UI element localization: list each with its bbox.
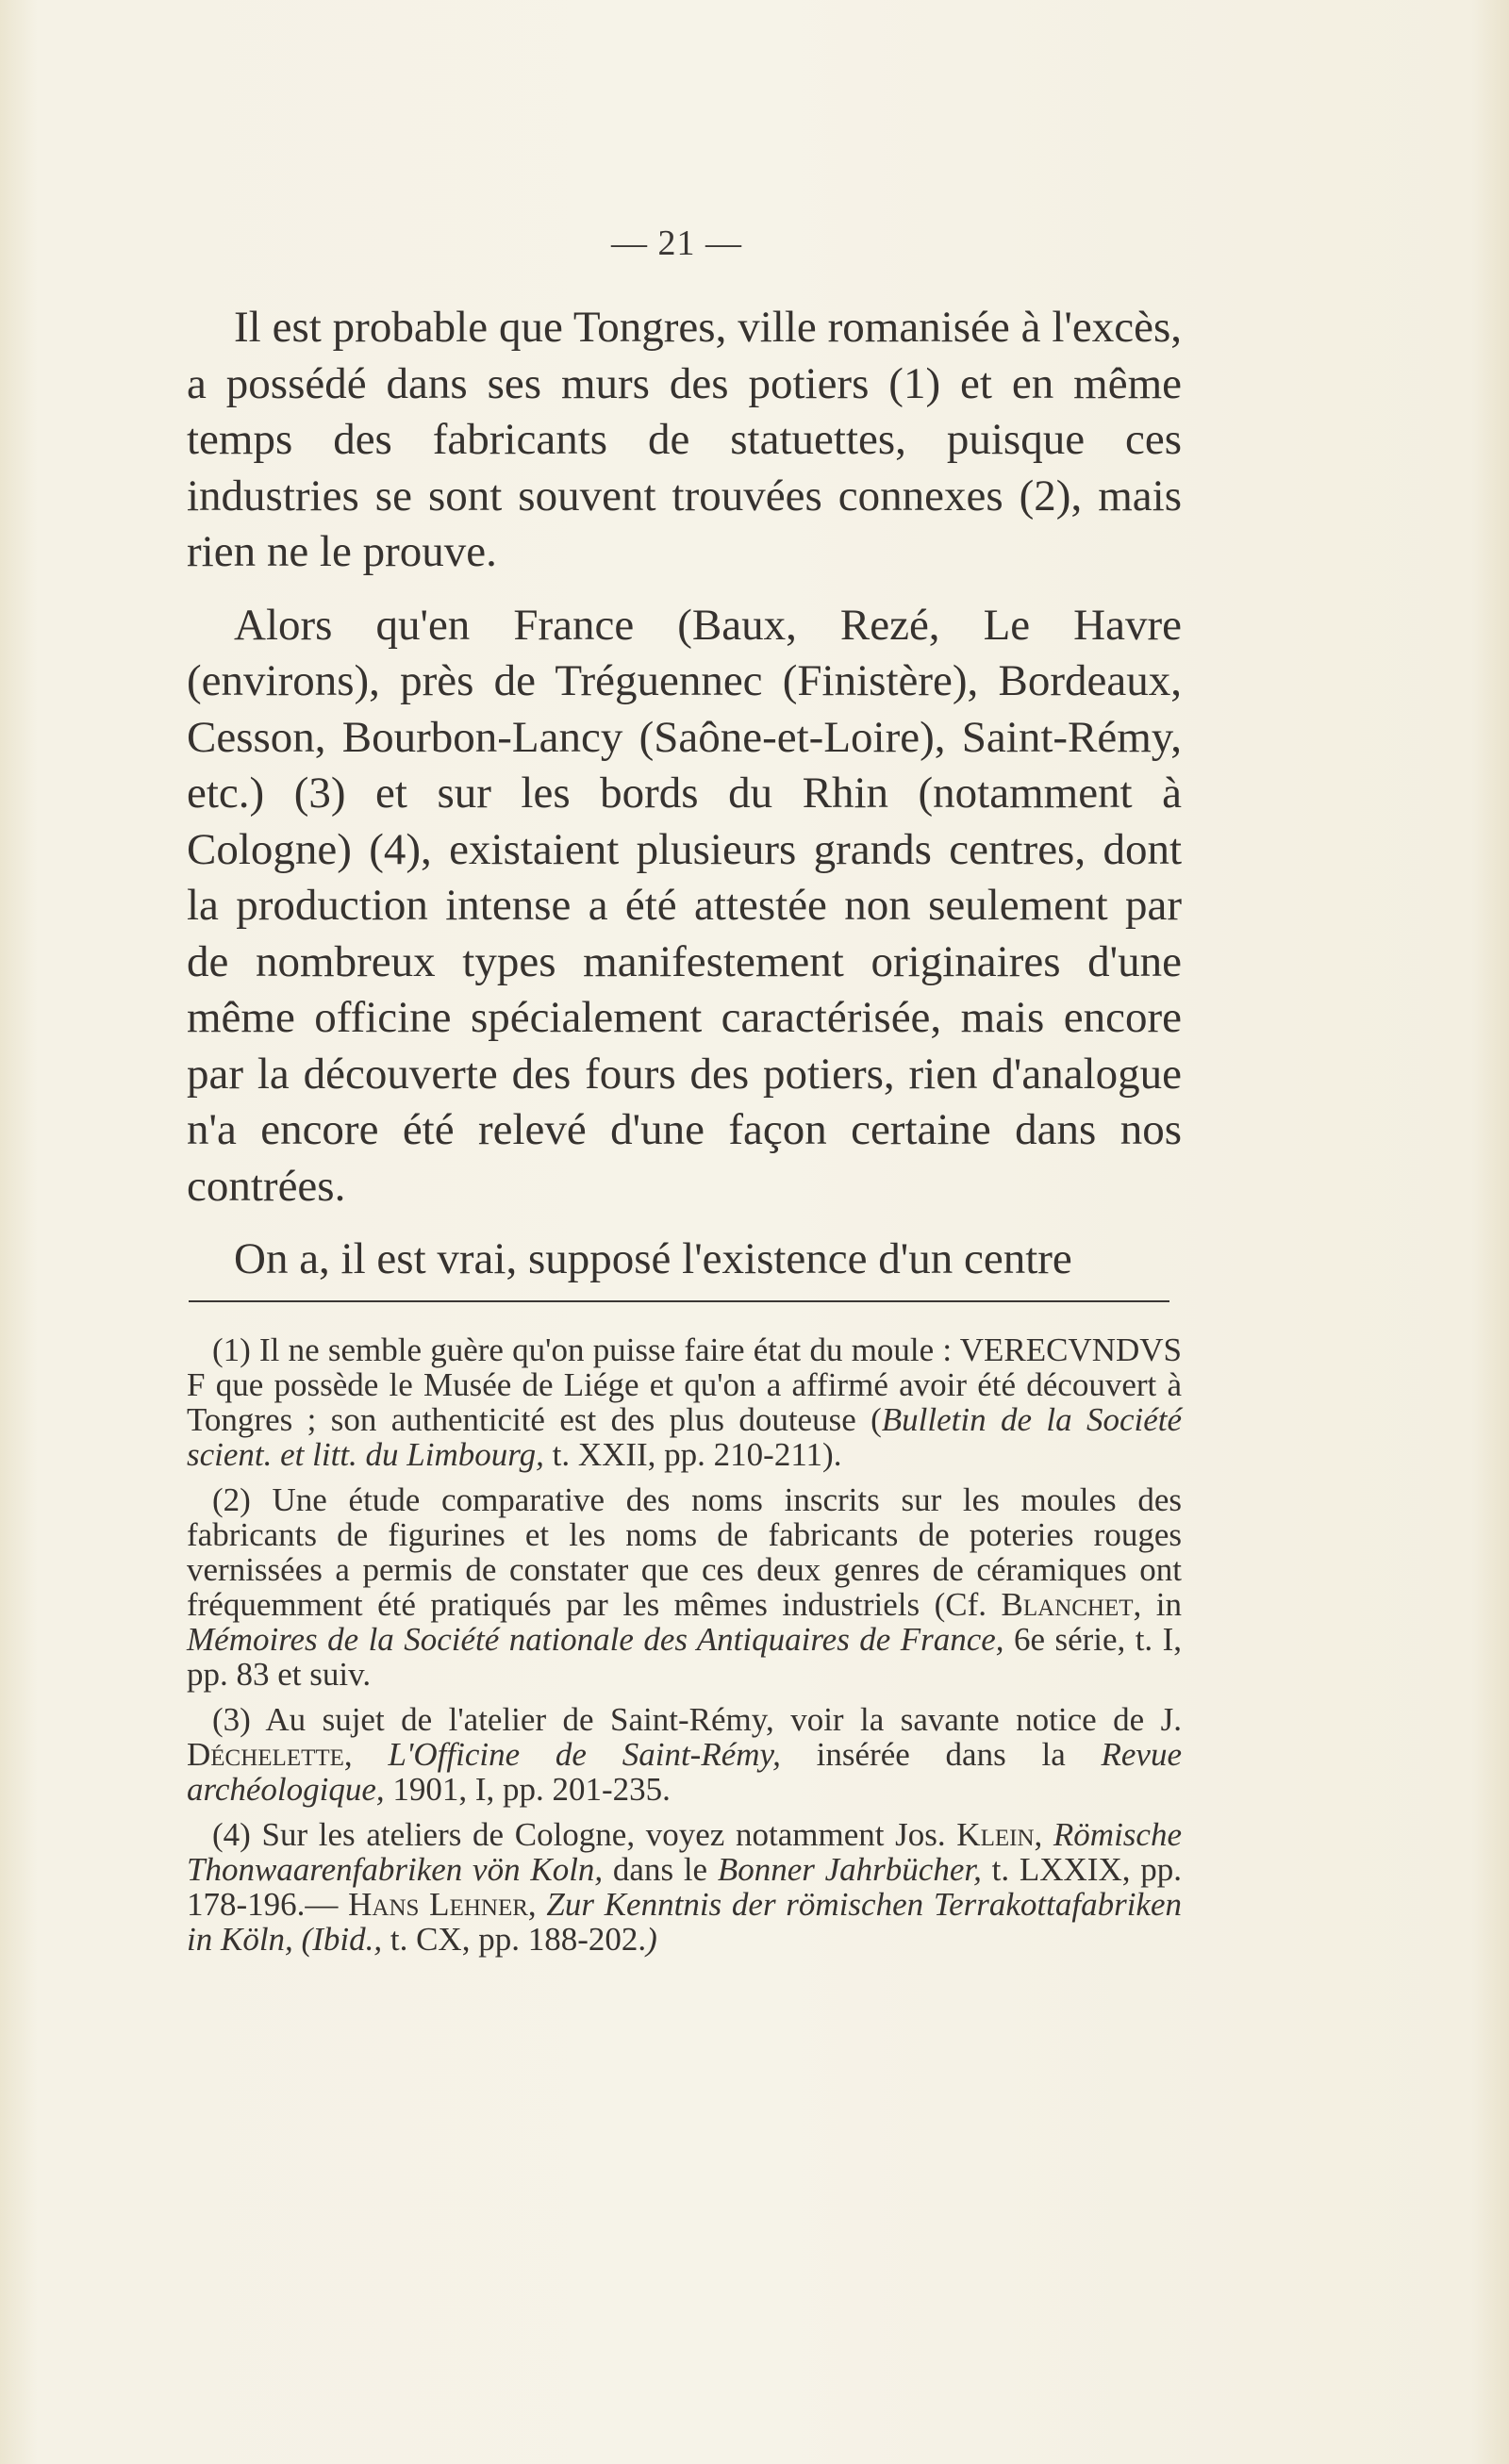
footnote-2-journal: Mémoires de la Société nationale des Antiquaires de France,: [187, 1621, 1004, 1658]
paragraph-2: Alors qu'en France (Baux, Rezé, Le Havre (environs), près de Tréguennec (Finistère), Bordeaux, Cesson, Bourbon-Lancy (Saône-et-Loire), Saint-Rémy, etc.) (3) et sur les bords du Rhin (notamment à Cologne) (4), existaient plusieurs grands centres, dont la production intense a été attestée non seulement par de nombreux types manifestement originaires d'une même officine spécialement caractérisée, mais encore par la découverte des fours des potiers, rien d'analogue n'a encore été relevé d'une façon certaine dans nos contrées.: [187, 600, 1182, 1211]
footnote-1: [187, 1332, 1182, 1472]
footnote-4-text: (4) Sur les ateliers de Cologne, voyez notamment Jos.: [212, 1816, 957, 1853]
page-number: — 21 —: [611, 223, 742, 263]
footnote-4-paren-open: (: [292, 1921, 313, 1958]
footnote-2-in: in: [1141, 1586, 1182, 1623]
paragraph-3: On a, il est vrai, supposé l'existence d'un centre: [234, 1234, 1072, 1283]
footnote-4-mid-1: dans le: [603, 1851, 718, 1888]
footnotes: [187, 1332, 1182, 1967]
footnote-3-text: (3) Au sujet de l'atelier de Saint-Rémy, voir la savante notice de J.: [212, 1701, 1182, 1738]
footnote-4-title-1: Römische Thonwaarenfabriken vön Koln,: [187, 1816, 1182, 1888]
footnote-4-ref-1: t. LXXIX, pp. 178-196.—: [187, 1851, 1182, 1923]
footnote-4-journal: Bonner Jahrbücher,: [717, 1851, 982, 1888]
footnote-divider: [189, 1300, 1169, 1302]
footnote-2: [187, 1482, 1182, 1692]
main-text: [187, 300, 1182, 1305]
footnote-4-author-2: Hans Lehner,: [348, 1886, 537, 1923]
footnote-2-ref: 6e série, t. I, pp. 83 et suiv.: [187, 1621, 1183, 1693]
footnote-3-author: Déchelette,: [187, 1736, 353, 1773]
footnote-2-author: Blanchet,: [1001, 1586, 1142, 1623]
footnote-4-space-1: [1042, 1816, 1053, 1853]
footnote-4: [187, 1817, 1182, 1957]
footnote-1-ref: t. XXII, pp. 210-211).: [543, 1436, 842, 1473]
footnote-3-journal: Revue archéologique,: [187, 1736, 1182, 1808]
footnote-4-paren-close: ): [646, 1921, 657, 1958]
footnote-4-author-1: Klein,: [956, 1816, 1043, 1853]
footnote-4-title-2: Zur Kenntnis der römischen Terrakottafabriken in Köln,: [187, 1886, 1183, 1958]
footnote-3-ref: 1901, I, pp. 201-235.: [384, 1771, 671, 1808]
footnote-4-space-2: [537, 1886, 547, 1923]
footnote-2-text: (2) Une étude comparative des noms inscrits sur les moules des fabricants de figurines et les noms de fabricants de poteries rouges vernissées a permis de constater que ces deux genres de céramiques ont fréquemment été pratiqués par les mêmes industriels (Cf.: [187, 1481, 1182, 1623]
footnote-1-journal: Bulletin de la Société scient. et litt. du Limbourg,: [187, 1401, 1182, 1473]
footnote-4-ref-2: t. CX, pp. 188-202.: [382, 1921, 647, 1958]
footnote-4-ibid: Ibid.,: [312, 1921, 383, 1958]
footnote-3-title: L'Officine de Saint-Rémy,: [388, 1736, 781, 1773]
footnote-1-text: (1) Il ne semble guère qu'on puisse faire état du moule : VERECVNDVS F que possède le Musée de Liége et qu'on a affirmé avoir été découvert à Tongres ; son authenticité est des plus douteuse (: [187, 1331, 1182, 1438]
footnote-3-mid: insérée dans la: [780, 1736, 1102, 1773]
footnote-3: [187, 1702, 1182, 1807]
footnote-3-space: [353, 1736, 389, 1773]
paragraph-1: Il est probable que Tongres, ville romanisée à l'excès, a possédé dans ses murs des potiers (1) et en même temps des fabricants de statuettes, puisque ces industries se sont souvent trouvées connexes (2), mais rien ne le prouve.: [187, 303, 1182, 576]
